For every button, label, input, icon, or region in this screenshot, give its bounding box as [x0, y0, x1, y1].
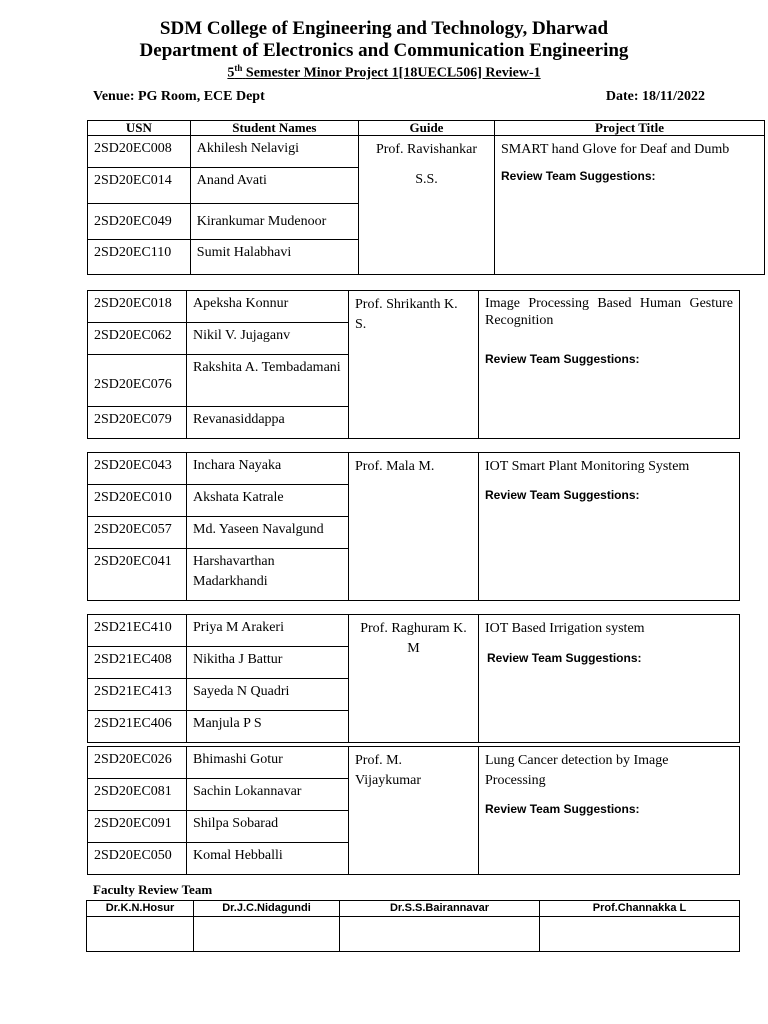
- project-title: [479, 747, 740, 875]
- guide-name: [358, 136, 494, 275]
- student-name: Akhilesh Nelavigi: [190, 136, 358, 168]
- student-name: Komal Hebballi: [187, 843, 349, 875]
- student-usn: 2SD21EC413: [88, 679, 187, 711]
- column-header-student-names: Student Names: [190, 121, 358, 136]
- faculty-review-table: [86, 900, 740, 952]
- student-usn: 2SD20EC043: [88, 453, 187, 485]
- faculty-signature-cell[interactable]: [540, 917, 740, 952]
- student-usn: 2SD20EC110: [88, 240, 191, 275]
- student-usn: 2SD20EC010: [88, 485, 187, 517]
- student-usn: 2SD20EC076: [88, 355, 187, 407]
- project-title-text: Lung Cancer detection by Image Processing: [485, 753, 669, 788]
- student-usn: 2SD20EC041: [88, 549, 187, 601]
- review-suggestions-label: Review Team Suggestions:: [485, 352, 640, 366]
- department-name: Department of Electronics and Communication Engineering: [139, 40, 629, 61]
- faculty-signature-cell[interactable]: [194, 917, 340, 952]
- guide-name: [349, 747, 479, 875]
- faculty-member: Dr.J.C.Nidagundi: [194, 901, 340, 917]
- student-name: Nikil V. Jujaganv: [187, 323, 349, 355]
- student-usn: 2SD20EC026: [88, 747, 187, 779]
- student-name: Rakshita A. Tembadamani: [187, 355, 349, 407]
- guide-name: Prof. Shrikanth K. S.: [349, 291, 479, 439]
- project-group-3: [87, 452, 740, 601]
- guide-name-line-2: S.S.: [415, 172, 438, 187]
- project-group-2: [87, 290, 740, 439]
- project-group-5: [87, 746, 740, 875]
- guide-name: Prof. Mala M.: [349, 453, 479, 601]
- student-usn: 2SD20EC018: [88, 291, 187, 323]
- column-header-usn: USN: [88, 121, 191, 136]
- student-name: Harshavarthan Madarkhandi: [187, 549, 349, 601]
- student-name: Manjula P S: [187, 711, 349, 743]
- faculty-member: Dr.S.S.Bairannavar: [340, 901, 540, 917]
- project-title: [495, 136, 765, 275]
- student-name: Inchara Nayaka: [187, 453, 349, 485]
- student-usn: 2SD20EC050: [88, 843, 187, 875]
- student-name: Priya M Arakeri: [187, 615, 349, 647]
- project-title: [479, 453, 740, 601]
- review-suggestions-label: Review Team Suggestions:: [501, 169, 656, 183]
- review-suggestions-label: Review Team Suggestions:: [485, 488, 640, 502]
- guide-name: Prof. Raghuram K. M: [349, 615, 479, 743]
- guide-name-text: Prof. M. Vijaykumar: [355, 753, 422, 788]
- student-usn: 2SD21EC410: [88, 615, 187, 647]
- faculty-signature-cell[interactable]: [87, 917, 194, 952]
- college-name: SDM College of Engineering and Technology, Dharwad: [159, 18, 609, 39]
- student-name: Bhimashi Gotur: [187, 747, 349, 779]
- project-title-text: SMART hand Glove for Deaf and Dumb: [501, 142, 730, 157]
- project-title: [479, 615, 740, 743]
- student-usn: 2SD20EC008: [88, 136, 191, 168]
- date: Date: 18/11/2022: [605, 89, 705, 104]
- semester-suffix: th: [234, 63, 243, 73]
- column-header-guide: Guide: [358, 121, 494, 136]
- project-group-1: [87, 120, 765, 275]
- guide-name-line-1: Prof. Ravishankar: [375, 142, 478, 157]
- project-title-text: IOT Based Irrigation system: [485, 621, 645, 636]
- student-name: Sachin Lokannavar: [187, 779, 349, 811]
- student-usn: 2SD20EC057: [88, 517, 187, 549]
- review-title: [0, 59, 768, 83]
- student-usn: 2SD20EC049: [88, 204, 191, 240]
- student-name: Shilpa Sobarad: [187, 811, 349, 843]
- project-group-4: [87, 614, 740, 743]
- student-usn: 2SD21EC406: [88, 711, 187, 743]
- faculty-member: Dr.K.N.Hosur: [87, 901, 194, 917]
- student-name: Kirankumar Mudenoor: [190, 204, 358, 240]
- review-suggestions-label: Review Team Suggestions:: [487, 651, 642, 665]
- student-usn: 2SD20EC062: [88, 323, 187, 355]
- student-usn: 2SD20EC079: [88, 407, 187, 439]
- student-name: Anand Avati: [190, 168, 358, 204]
- student-name: Sayeda N Quadri: [187, 679, 349, 711]
- faculty-member: Prof.Channakka L: [540, 901, 740, 917]
- student-name: Akshata Katrale: [187, 485, 349, 517]
- student-name: Apeksha Konnur: [187, 291, 349, 323]
- project-title: [479, 291, 740, 439]
- student-usn: 2SD20EC014: [88, 168, 191, 204]
- venue: Venue: PG Room, ECE Dept: [93, 89, 265, 104]
- student-name: Nikitha J Battur: [187, 647, 349, 679]
- student-usn: 2SD20EC091: [88, 811, 187, 843]
- student-name: Sumit Halabhavi: [190, 240, 358, 275]
- review-title-text: Semester Minor Project 1[18UECL506] Review-1: [245, 65, 541, 81]
- student-name: Md. Yaseen Navalgund: [187, 517, 349, 549]
- column-header-project-title: Project Title: [495, 121, 765, 136]
- student-usn: 2SD21EC408: [88, 647, 187, 679]
- project-title-text: Image Processing Based Human Gesture Recognition: [485, 296, 733, 328]
- review-suggestions-label: Review Team Suggestions:: [485, 802, 640, 816]
- project-title-text: IOT Smart Plant Monitoring System: [485, 459, 690, 474]
- student-usn: 2SD20EC081: [88, 779, 187, 811]
- semester-number: 5: [227, 65, 235, 81]
- student-name: Revanasiddappa: [187, 407, 349, 439]
- faculty-signature-cell[interactable]: [340, 917, 540, 952]
- faculty-review-heading: Faculty Review Team: [93, 882, 213, 897]
